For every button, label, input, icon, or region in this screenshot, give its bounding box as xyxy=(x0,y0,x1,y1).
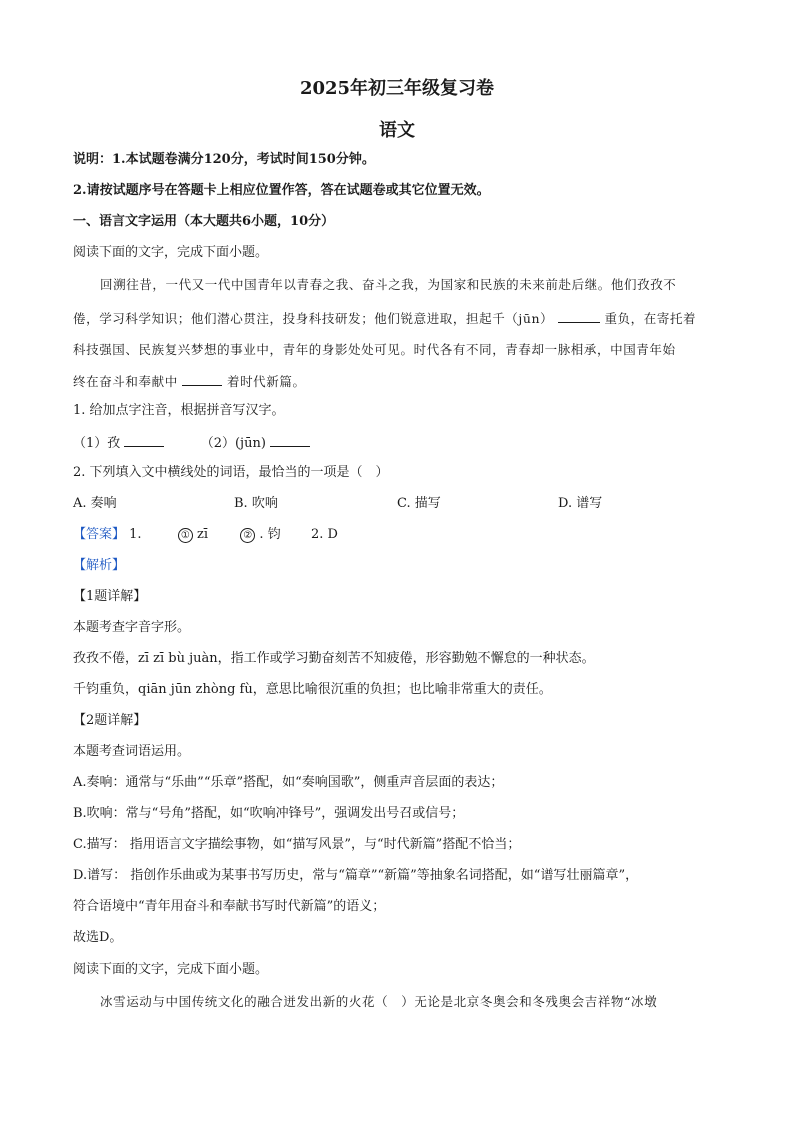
passage-line-4-b: 着时代新篇。 xyxy=(226,374,306,389)
detail-2-option-c: C.描写： 指用语言文字描绘事物，如“描写风景”，与“时代新篇”搭配不恰当； xyxy=(73,837,521,852)
section-heading: 一、语言文字运用（本大题共6小题，10分） xyxy=(73,214,335,229)
option-b: B. 吹响 xyxy=(234,496,278,511)
passage-line-3: 科技强国、民族复兴梦想的事业中，青年的身影处处可见。时代各有不同，青春却一脉相承，中国青年始 xyxy=(73,342,676,357)
fill-blank-2 xyxy=(182,373,222,386)
detail-2-option-a: A.奏响：通常与“乐曲”“乐章”搭配，如“奏响国歌”，侧重声音层面的表达； xyxy=(73,775,504,790)
subject-title: 语文 xyxy=(379,120,415,141)
passage-line-4 xyxy=(73,373,306,390)
detail-2-option-d-line-1: D.谱写： 指创作乐曲或为某事书写历史，常与“篇章”“新篇”等抽象名词搭配，如“谱写壮丽篇章”， xyxy=(73,868,639,883)
question-1-parts xyxy=(73,434,310,452)
answer-q1-number: 1. xyxy=(129,527,142,542)
question-1-stem: 1. 给加点字注音，根据拼音写汉字。 xyxy=(73,403,285,418)
passage-line-2 xyxy=(73,310,696,327)
reading-instruction-2: 阅读下面的文字，完成下面小题。 xyxy=(73,962,269,977)
passage-line-2-a: 倦，学习科学知识；他们潜心贯注，投身科技研发；他们锐意进取，担起千（jūn） xyxy=(73,311,554,326)
answer-circle-2: ② xyxy=(240,528,255,543)
question-1-part-1: （1）孜 xyxy=(73,436,121,451)
note-line-2: 2.请按试题序号在答题卡上相应位置作答，答在试题卷或其它位置无效。 xyxy=(73,183,490,198)
option-d: D. 谱写 xyxy=(558,496,603,511)
answer-tag: 【答案】 xyxy=(73,527,126,542)
detail-1-line-1: 本题考查字音字形。 xyxy=(73,620,191,635)
answer-q1-part-1: zī xyxy=(196,527,208,542)
detail-2-option-d-line-2: 符合语境中“青年用奋斗和奉献书写时代新篇”的语义； xyxy=(73,899,386,914)
option-a: A. 奏响 xyxy=(73,496,117,511)
answer-q1-part-2: . 钧 xyxy=(259,527,281,542)
answer-blank-1 xyxy=(124,434,164,447)
detail-1-line-2: 孜孜不倦，zī zī bù juàn，指工作或学习勤奋刻苦不知疲倦，形容勤勉不懈怠的一种状态。 xyxy=(73,651,595,666)
passage-line-4-a: 终在奋斗和奉献中 xyxy=(73,374,178,389)
answer-circle-1: ① xyxy=(178,528,193,543)
detail-2-option-b: B.吹响：常与“号角”搭配，如“吹响冲锋号”，强调发出号召或信号； xyxy=(73,806,465,821)
passage-line-1: 回溯往昔，一代又一代中国青年以青春之我、奋斗之我，为国家和民族的未来前赴后继。他们孜孜不 xyxy=(100,277,677,292)
passage-line-2-b: 重负，在寄托着 xyxy=(604,311,697,326)
answer-line xyxy=(73,527,338,543)
reading-instruction: 阅读下面的文字，完成下面小题。 xyxy=(73,245,269,260)
option-c: C. 描写 xyxy=(397,496,441,511)
answer-blank-2 xyxy=(270,434,310,447)
question-1-part-2: （2）(jūn) xyxy=(200,436,266,451)
analysis-tag: 【解析】 xyxy=(73,558,126,573)
question-2-stem: 2. 下列填入文中横线处的词语，最恰当的一项是（ ） xyxy=(73,465,389,480)
passage-2-line-1: 冰雪运动与中国传统文化的融合迸发出新的火花（ ）无论是北京冬奥会和冬残奥会吉祥物“冰墩 xyxy=(100,994,658,1009)
detail-2-line-1: 本题考查词语运用。 xyxy=(73,744,191,759)
exam-title: 2025年初三年级复习卷 xyxy=(299,78,495,99)
note-line-1: 说明：1.本试题卷满分120分，考试时间150分钟。 xyxy=(73,152,375,167)
detail-heading-2: 【2题详解】 xyxy=(73,713,147,728)
detail-heading-1: 【1题详解】 xyxy=(73,589,147,604)
answer-q2: 2. D xyxy=(310,527,338,542)
detail-1-line-3: 千钧重负，qiān jūn zhòng fù，意思比喻很沉重的负担；也比喻非常重大的责任。 xyxy=(73,682,552,697)
detail-2-conclusion: 故选D。 xyxy=(73,930,123,945)
fill-blank-1 xyxy=(558,310,600,323)
